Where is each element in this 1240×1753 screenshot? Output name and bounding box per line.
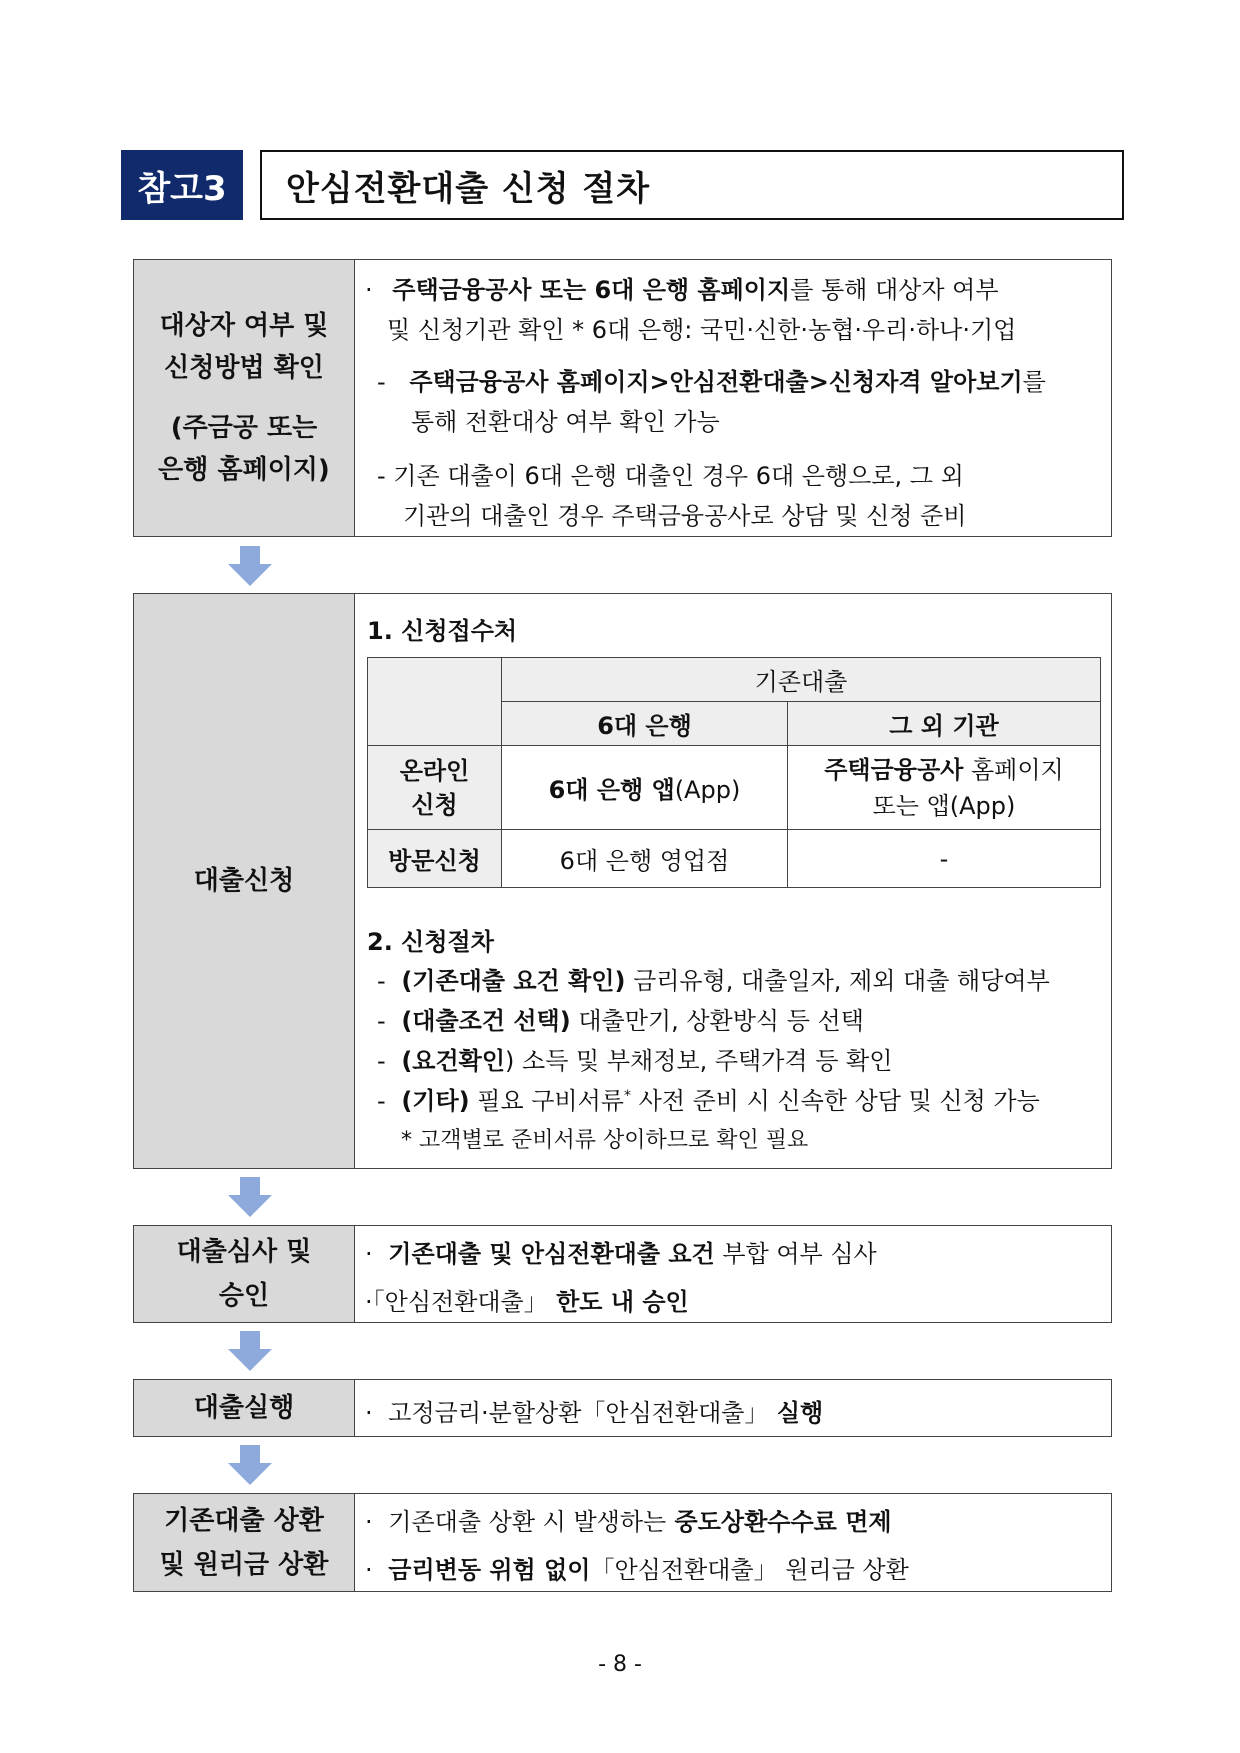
label-line: 기존대출 상환 (164, 1505, 324, 1536)
bold-text: (기존대출 요건 확인) (401, 967, 626, 995)
table-cell (502, 746, 788, 830)
table-header: 그 외 기관 (788, 702, 1101, 746)
text: 「안심전환대출」 (372, 1288, 548, 1316)
text-line: - 기존 대출이 6대 은행 대출인 경우 6대 은행으로, 그 외 (377, 462, 964, 490)
table-corner (368, 658, 502, 746)
bold-text: 6대 은행 앱 (548, 776, 675, 804)
text: 를 (1022, 368, 1046, 396)
label-line: 은행 홈페이지) (158, 455, 330, 485)
text-line (377, 1041, 892, 1076)
text-line (365, 1502, 892, 1537)
step-content (355, 594, 1111, 1168)
bullet: · (365, 1508, 373, 1536)
bullet: · (365, 1556, 373, 1584)
bullet: · (365, 1288, 373, 1316)
down-arrow-icon (228, 1177, 272, 1217)
bold-text: 주택금융공사 (824, 755, 964, 784)
label-line: 대상자 여부 및 (159, 311, 329, 341)
text-line: 및 신청기관 확인 * 6대 은행: 국민·신한·농협·우리·하나·기업 (387, 316, 1017, 344)
text: 사전 준비 시 신속한 상담 및 신청 가능 (631, 1087, 1040, 1115)
text-line (377, 961, 1050, 996)
text: 대출만기, 상환방식 등 선택 (570, 1007, 864, 1035)
application-channel-table (367, 657, 1101, 888)
section-heading: 1. 신청접수처 (367, 617, 518, 645)
section-heading: 2. 신청절차 (367, 928, 494, 956)
text-line (377, 362, 1046, 397)
step-content (355, 260, 1111, 536)
step-loan-execution (133, 1379, 1112, 1437)
bold-text: (기타) (401, 1087, 470, 1115)
label-line: 신청방법 확인 (164, 353, 324, 383)
table-cell: 6대 은행 영업점 (502, 830, 788, 888)
label-line: 승인 (218, 1281, 270, 1311)
text-line (365, 1393, 823, 1428)
dash: - (377, 1007, 386, 1035)
step-label (134, 1494, 355, 1591)
text: 금리유형, 대출일자, 제외 대출 해당여부 (625, 967, 1050, 995)
row-header (368, 746, 502, 830)
text: ) 소득 및 부채정보, 주택가격 등 확인 (505, 1047, 893, 1075)
text-line (365, 1282, 689, 1317)
down-arrow-icon (228, 1331, 272, 1371)
label-line: 및 원리금 상환 (159, 1549, 329, 1580)
table-cell: - (788, 830, 1101, 888)
row-header-line: 신청 (411, 790, 458, 819)
text-line (365, 1234, 877, 1269)
down-arrow-icon (228, 546, 272, 586)
table-header: 6대 은행 (502, 702, 788, 746)
text-line (377, 1001, 864, 1036)
bold-text: 한도 내 승인 (547, 1288, 689, 1316)
text: 홈페이지 (963, 755, 1064, 784)
table-cell (788, 746, 1101, 830)
reference-tag: 참고3 (121, 150, 243, 220)
text-line (365, 1550, 909, 1585)
row-header: 방문신청 (368, 830, 502, 888)
text-line: 통해 전환대상 여부 확인 가능 (411, 408, 720, 436)
text: 「안심전환대출」 원리금 상환 (590, 1556, 909, 1584)
bold-text: 주택금융공사 또는 6대 은행 홈페이지 (392, 276, 791, 304)
bold-text: (대출조건 선택) (401, 1007, 571, 1035)
dash: - (377, 967, 386, 995)
bold-text: 실행 (768, 1399, 824, 1427)
text: 또는 앱(App) (872, 791, 1016, 820)
text: 를 통해 대상자 여부 (790, 276, 999, 304)
bullet: · (365, 276, 373, 304)
text: 고정금리·분할상환「안심전환대출」 (388, 1399, 769, 1427)
bold-text: (요건확인 (401, 1047, 506, 1075)
page-number: - 8 - (598, 1652, 642, 1677)
bold-text: 금리변동 위험 없이 (388, 1556, 591, 1584)
text: 필요 구비서류 (469, 1087, 624, 1115)
dash: - (377, 368, 386, 396)
page-title: 안심전환대출 신청 절차 (260, 150, 1124, 220)
step-content (355, 1380, 1111, 1436)
step-eligibility-check (133, 259, 1112, 537)
step-content (355, 1226, 1111, 1322)
dash: - (377, 1087, 386, 1115)
text: (App) (674, 776, 741, 804)
step-loan-application (133, 593, 1112, 1169)
step-loan-review (133, 1225, 1112, 1323)
table-header: 기존대출 (502, 658, 1101, 702)
label-line: 대출실행 (193, 1393, 295, 1423)
text-line (365, 270, 999, 305)
bullet: · (365, 1240, 373, 1268)
bold-text: 중도상환수수료 면제 (666, 1508, 892, 1536)
bullet: · (365, 1399, 373, 1427)
footnote: * 고객별로 준비서류 상이하므로 확인 필요 (401, 1128, 809, 1153)
footnote-mark: * (624, 1088, 631, 1104)
label-line: 대출신청 (193, 866, 295, 896)
step-label (134, 1226, 355, 1322)
label-line: 대출심사 및 (176, 1237, 312, 1267)
step-label (134, 1380, 355, 1436)
dash: - (377, 1047, 386, 1075)
bold-text: 기존대출 및 안심전환대출 요건 (388, 1240, 715, 1268)
bold-text: 주택금융공사 홈페이지>안심전환대출>신청자격 알아보기 (409, 368, 1023, 396)
step-label (134, 594, 355, 1168)
text: 기존대출 상환 시 발생하는 (388, 1508, 667, 1536)
text: 부합 여부 심사 (714, 1240, 877, 1268)
step-content (355, 1494, 1111, 1591)
down-arrow-icon (228, 1445, 272, 1485)
label-line: (주금공 또는 (170, 413, 318, 443)
step-label (134, 260, 355, 536)
text-line: 기관의 대출인 경우 주택금융공사로 상담 및 신청 준비 (403, 502, 967, 530)
text-line (377, 1081, 1040, 1116)
row-header-line: 온라인 (399, 756, 470, 785)
step-repayment (133, 1493, 1112, 1592)
